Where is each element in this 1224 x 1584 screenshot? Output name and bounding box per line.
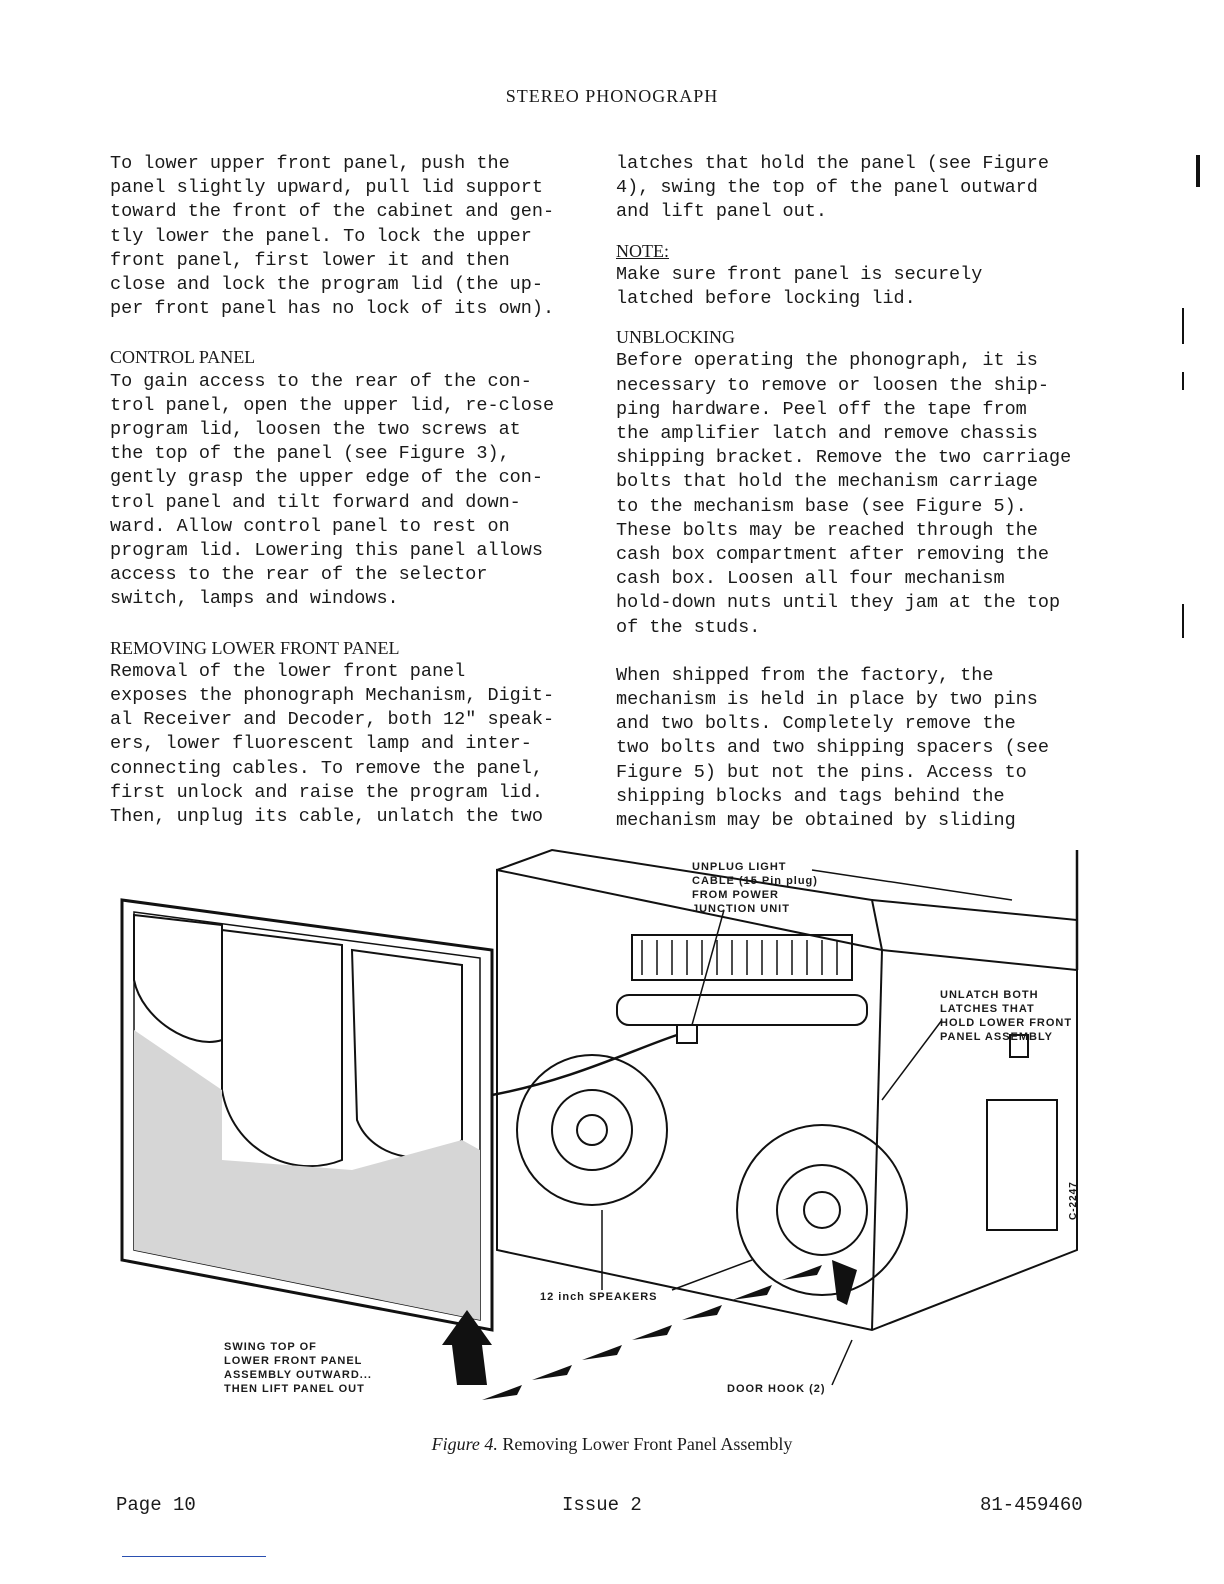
- removing-panel-heading: REMOVING LOWER FRONT PANEL: [110, 637, 400, 658]
- upper-panel-paragraph: To lower upper front panel, push the panel slightly upward, pull lid support toward the front of the cabinet and gen- tly lower the panel. To lock the upper front panel, first lower it and then close and lock the program lid (the up- per front panel has no lock of its own).: [110, 153, 555, 320]
- callout-speakers: 12 inch SPEAKERS: [540, 1291, 658, 1303]
- shipped-paragraph: When shipped from the factory, the mechanism is held in place by two pins and two bolts. Completely remove the two bolts and two shipping spacers (see Figure 5) but not the pins. Access to shipping blocks and tags behind the mechanism may be obtained by sliding: [616, 664, 1049, 832]
- callout-door-hook: DOOR HOOK (2): [727, 1383, 826, 1395]
- callout-unplug-light-cable: UNPLUG LIGHT CABLE (15 Pin plug) FROM POWER JUNCTION UNIT: [692, 861, 818, 915]
- speaker-grille-texture: [134, 1030, 480, 1320]
- speaker-left: [517, 1055, 667, 1205]
- right-column: [616, 152, 1111, 833]
- light-grille: [632, 935, 852, 980]
- left-column: [110, 152, 595, 829]
- margin-mark-top: [1196, 155, 1200, 187]
- footer-issue: Issue 2: [562, 1494, 642, 1516]
- note-heading: NOTE:: [616, 240, 669, 261]
- margin-mark-bottom: [1182, 604, 1184, 638]
- glass-arch-3: [352, 950, 462, 1157]
- footer-doc-number: 81-459460: [980, 1494, 1083, 1516]
- cable-plug: [677, 1025, 697, 1043]
- removing-panel-paragraph: Removal of the lower front panel exposes the phonograph Mechanism, Digit- al Receiver and Decoder, both 12" speak- ers, lower fluorescent lamp and inter- connecting cables. To remove the panel, first unlock and raise the program lid. Then, unplug its cable, unlatch the two: [110, 660, 555, 828]
- footer-page-number: Page 10: [116, 1494, 196, 1516]
- margin-mark-lower: [1182, 372, 1184, 390]
- unblocking-heading: UNBLOCKING: [616, 327, 735, 348]
- figure-4-drawing: [112, 840, 1112, 1420]
- figure-caption-text: Removing Lower Front Panel Assembly: [502, 1434, 793, 1454]
- callout-unlatch-latches: UNLATCH BOTH LATCHES THAT HOLD LOWER FRONT PANEL ASSEMBLY: [940, 989, 1073, 1043]
- bottom-blue-rule: [122, 1556, 266, 1557]
- callout-swing-panel: SWING TOP OF LOWER FRONT PANEL ASSEMBLY OUTWARD... THEN LIFT PANEL OUT: [224, 1341, 372, 1395]
- figure-4-illustration: [112, 840, 1112, 1420]
- figure-caption-label: Figure 4.: [431, 1434, 498, 1454]
- note-paragraph: Make sure front panel is securely latched before locking lid.: [616, 263, 983, 310]
- side-access-door: [987, 1100, 1057, 1230]
- page-header-title: STEREO PHONOGRAPH: [505, 86, 719, 106]
- control-panel-heading: CONTROL PANEL: [110, 347, 256, 368]
- latches-paragraph: latches that hold the panel (see Figure 4), swing the top of the panel outward and lift panel out.: [616, 153, 1049, 223]
- glass-arch-2: [222, 930, 342, 1166]
- figure-code-label: C-2247: [1068, 1181, 1079, 1220]
- control-panel-paragraph: To gain access to the rear of the con- trol panel, open the upper lid, re-close program lid, loosen the two screws at the top of the panel (see Figure 3), gently grasp the upper edge of the con- trol panel and tilt forward and down- ward. Allow control panel to rest on program lid. Lowering this panel allows access to the rear of the selector switch, lamps and windows.: [110, 370, 555, 610]
- swing-arrow-icon: [832, 1260, 857, 1305]
- light-cable: [492, 1035, 677, 1095]
- figure-caption: [0, 1434, 1224, 1455]
- fluorescent-lamp: [617, 995, 867, 1025]
- glass-arch-1: [134, 915, 222, 1042]
- unblocking-paragraph: Before operating the phonograph, it is necessary to remove or loosen the ship- ping hardware. Peel off the tape from the amplifier latch and remove chassis shipping bracket. Remove the two carriage bolts that hold the mechanism carriage to the mechanism base (see Figure 5). These bolts may be reached through the cash box compartment after removing the cash box. Loosen all four mechanism hold-down nuts until they jam at the top of the studs.: [616, 350, 1072, 638]
- speaker-right: [737, 1125, 907, 1295]
- margin-mark-middle: [1182, 308, 1184, 344]
- dash-arrow-segment: [482, 1385, 522, 1400]
